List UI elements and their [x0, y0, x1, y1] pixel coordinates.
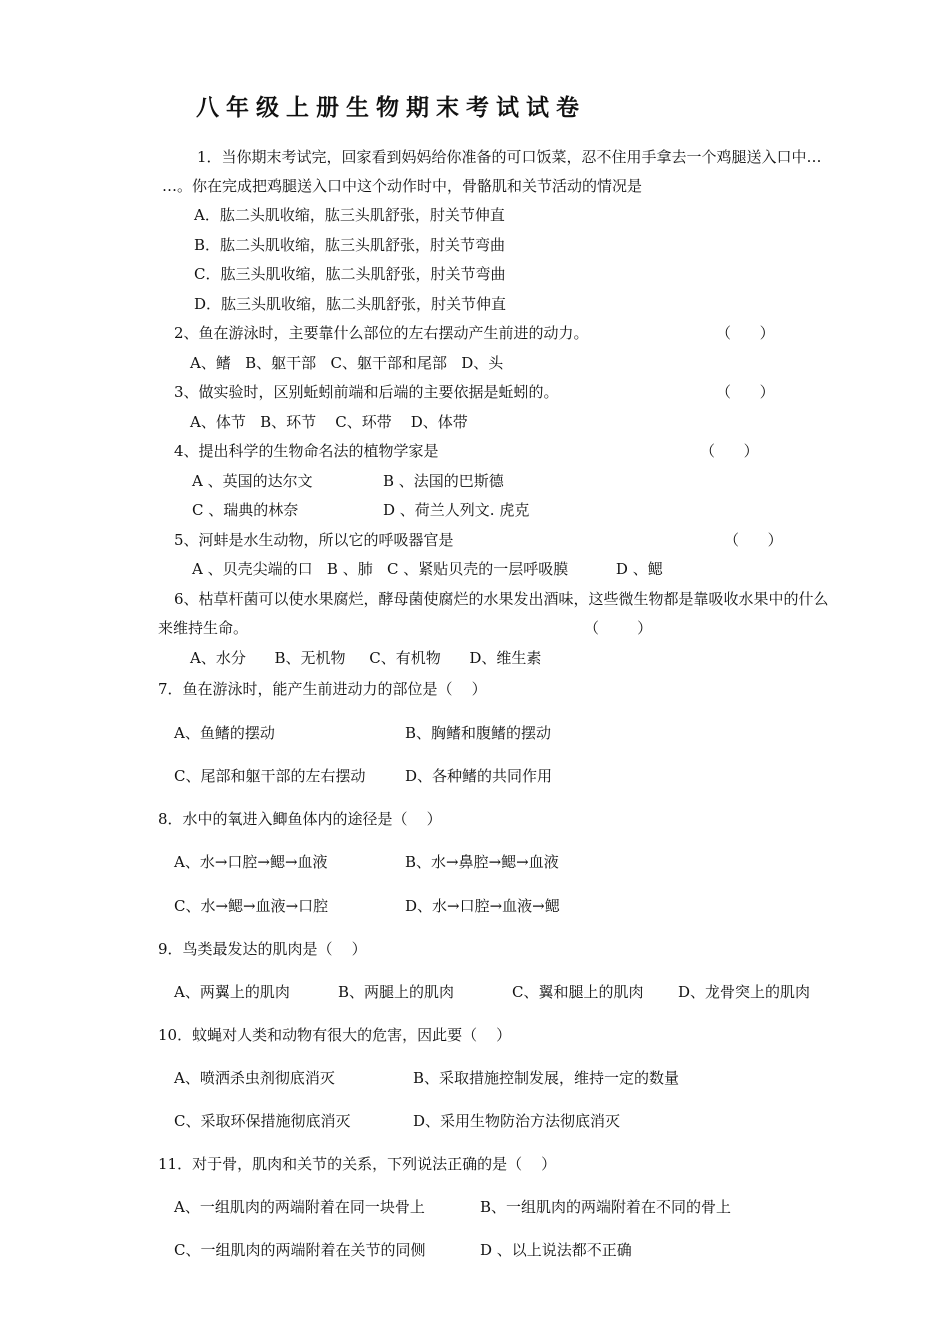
q4-stem: 4、提出科学的生物命名法的植物学家是	[174, 442, 439, 460]
q5-stem: 5、河蚌是水生动物，所以它的呼吸器官是	[174, 531, 454, 549]
q8-stem: 8．水中的氧进入鲫鱼体内的途径是（ ）	[158, 810, 442, 828]
q3-options: A、体节 B、环节 C、环带 D、体带	[190, 413, 468, 431]
q1-option-d: D．肱三头肌收缩，肱二头肌舒张，肘关节伸直	[194, 295, 507, 313]
q7-option-b: B、胸鳍和腹鳍的摆动	[405, 724, 552, 742]
q11-option-d: D 、以上说法都不正确	[480, 1241, 632, 1259]
q1-stem-line2: …。你在完成把鸡腿送入口中这个动作时中，骨骼肌和关节活动的情况是	[162, 177, 643, 195]
q6-answer-paren: （ ）	[584, 619, 653, 637]
q7-option-d: D、各种鳍的共同作用	[405, 767, 553, 785]
q3-stem: 3、做实验时，区别蚯蚓前端和后端的主要依据是蚯蚓的。	[174, 383, 559, 401]
q4-answer-paren: （ ）	[700, 442, 759, 460]
q11-option-a: A、一组肌肉的两端附着在同一块骨上	[174, 1198, 425, 1216]
q8-option-a: A、水→口腔→鳃→血液	[174, 853, 328, 871]
q3-answer-paren: （ ）	[716, 383, 775, 401]
q11-option-b: B、一组肌肉的两端附着在不同的骨上	[480, 1198, 732, 1216]
q1-stem-line1: 1．当你期末考试完，回家看到妈妈给你准备的可口饭菜，忍不住用手拿去一个鸡腿送入口中…	[197, 148, 822, 166]
q11-option-c: C、一组肌肉的两端附着在关节的同侧	[174, 1241, 426, 1259]
q6-options: A、水分 B、无机物 C、有机物 D、维生素	[190, 649, 542, 667]
q10-option-d: D、采用生物防治方法彻底消灭	[413, 1112, 621, 1130]
q4-option-a: A 、英国的达尔文	[192, 472, 313, 490]
q8-option-b: B、水→鼻腔→鳃→血液	[405, 853, 559, 871]
q4-option-b: B 、法国的巴斯德	[383, 472, 504, 490]
q9-option-b: B、两腿上的肌肉	[338, 983, 455, 1001]
q9-option-a: A、两翼上的肌肉	[174, 983, 290, 1001]
q7-stem: 7．鱼在游泳时，能产生前进动力的部位是（ ）	[158, 680, 487, 698]
q1-option-a: A．肱二头肌收缩，肱三头肌舒张，肘关节伸直	[194, 206, 505, 224]
q10-stem: 10．蚊蝇对人类和动物有很大的危害，因此要（ ）	[158, 1026, 512, 1044]
q4-option-d: D 、荷兰人列文. 虎克	[383, 501, 530, 519]
q10-option-b: B、采取措施控制发展，维持一定的数量	[413, 1069, 680, 1087]
q5-options: A 、贝壳尖端的口 B 、肺 C 、紧贴贝壳的一层呼吸膜 D 、鳃	[192, 560, 663, 578]
q10-option-a: A、喷洒杀虫剂彻底消灭	[174, 1069, 335, 1087]
q6-stem-line2: 来维持生命。	[158, 619, 249, 637]
q9-option-d: D、龙骨突上的肌肉	[678, 983, 811, 1001]
q2-answer-paren: （ ）	[716, 324, 775, 342]
q7-option-a: A、鱼鳍的摆动	[174, 724, 275, 742]
page-title: 八年级上册生物期末考试试卷	[196, 94, 586, 121]
q9-stem: 9．鸟类最发达的肌肉是（ ）	[158, 940, 367, 958]
q5-answer-paren: （ ）	[724, 531, 783, 549]
q4-option-c: C 、瑞典的林奈	[192, 501, 299, 519]
q1-option-c: C．肱三头肌收缩，肱二头肌舒张，肘关节弯曲	[194, 265, 506, 283]
q11-stem: 11．对于骨，肌肉和关节的关系，下列说法正确的是（ ）	[158, 1155, 557, 1173]
q7-option-c: C、尾部和躯干部的左右摆动	[174, 767, 366, 785]
q6-stem-line1: 6、枯草杆菌可以使水果腐烂，酵母菌使腐烂的水果发出酒味，这些微生物都是靠吸收水果中的什么	[174, 590, 829, 608]
q8-option-c: C、水→鳃→血液→口腔	[174, 897, 329, 915]
q1-option-b: B．肱二头肌收缩，肱三头肌舒张，肘关节弯曲	[194, 236, 506, 254]
q10-option-c: C、采取环保措施彻底消灭	[174, 1112, 351, 1130]
q2-options: A、鳍 B、躯干部 C、躯干部和尾部 D、头	[190, 354, 504, 372]
q9-option-c: C、翼和腿上的肌肉	[512, 983, 644, 1001]
q2-stem: 2、鱼在游泳时，主要靠什么部位的左右摆动产生前进的动力。	[174, 324, 589, 342]
q8-option-d: D、水→口腔→血液→鳃	[405, 897, 560, 915]
